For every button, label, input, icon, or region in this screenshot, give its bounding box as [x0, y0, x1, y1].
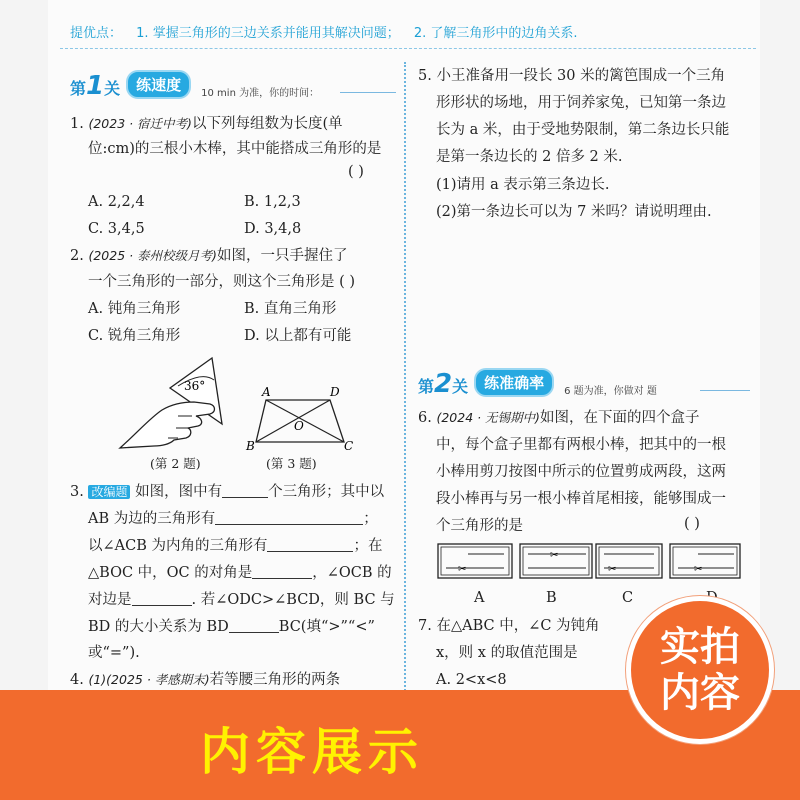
- q3-text-5a: 对边是: [88, 592, 132, 608]
- box-b: [520, 544, 592, 578]
- tips-line: [70, 22, 750, 41]
- q5-line-2: 形形状的场地，用于饲养家兔，已知第一条边: [436, 95, 726, 111]
- q2-option-a: A. 钝角三角形: [88, 301, 181, 317]
- q6-box-label-a: A: [474, 590, 485, 606]
- box-c: [596, 544, 662, 578]
- q6-line-5: 个三角形的是: [436, 518, 523, 534]
- q1-line-2: 位:cm)的三根小木棒，其中能搭成三角形的是: [88, 141, 382, 157]
- section-2-title: 练准确率: [474, 368, 554, 397]
- q6-box-label-b: B: [546, 590, 557, 606]
- q3-blank-3[interactable]: [267, 538, 353, 552]
- q3-number: 3.: [70, 484, 84, 500]
- q3-text-4a: △BOC 中，OC 的对角是: [88, 565, 253, 581]
- q5-text-1: 小王准备用一段长 30 米的篱笆围成一个三角: [436, 68, 726, 84]
- q4-text-1: 若等腰三角形的两条: [209, 672, 341, 688]
- box-a: [438, 544, 512, 578]
- q6-text-1: 如图，在下面的四个盒子: [539, 410, 700, 426]
- q3-blank-4[interactable]: [252, 565, 312, 579]
- section-1-prefix: 第: [70, 79, 87, 98]
- q3-line-4: [88, 563, 392, 583]
- hand-outline: [120, 402, 215, 448]
- section-1-title: 练速度: [126, 70, 191, 99]
- q2-line-1: [70, 246, 347, 266]
- vertex-d-label: D: [330, 386, 340, 399]
- diagonal-bd: [256, 400, 330, 442]
- q6-boxes-figure: [436, 540, 746, 584]
- column-divider: [404, 62, 406, 698]
- box-d: [670, 544, 740, 578]
- q5-number: 5.: [418, 68, 432, 84]
- q3-line-6: [88, 617, 375, 637]
- q3-line-3: [88, 536, 382, 556]
- q7-text-1: 在△ABC 中，∠C 为钝角: [436, 618, 600, 634]
- q6-line-4: 段小棒再与另一根小棒首尾相接，能够围成一: [436, 491, 726, 507]
- badge-line-2: 内容: [660, 670, 740, 716]
- vertex-b-label: B: [246, 439, 255, 453]
- q3-line-1: [70, 482, 384, 502]
- banner-text: 内容展示: [200, 723, 424, 781]
- q3-blank-5[interactable]: [132, 592, 192, 606]
- q3-text-1a: 如图，图中有: [135, 484, 223, 500]
- section-1-suffix: 关: [104, 79, 121, 98]
- q3-blank-2[interactable]: [215, 511, 363, 525]
- q7-option-a: A. 2<x<8: [436, 672, 507, 688]
- vertex-a-label: A: [262, 386, 271, 399]
- q6-answer-paren: ( ): [684, 516, 700, 532]
- q4-number: 4.: [70, 672, 84, 688]
- section-2-number: 2: [434, 369, 453, 399]
- figure-2-hand-triangle: [118, 352, 228, 452]
- q3-text-3a: 以∠ACB 为内角的三角形有: [88, 538, 268, 554]
- figure-2-caption: (第 2 题): [150, 456, 201, 471]
- q1-line-1: [70, 114, 343, 134]
- figure-3-caption: (第 3 题): [266, 456, 317, 471]
- section-1-header: [70, 70, 319, 99]
- q4-source: (1)(2025 · 孝感期末): [88, 672, 210, 687]
- q7-number: 7.: [418, 618, 432, 634]
- section-2-suffix: 关: [452, 377, 469, 396]
- svg-text:✂: ✂: [458, 564, 467, 575]
- q5-line-3: 长为 a 米，由于受地势限制，第二条边长只能: [436, 122, 730, 138]
- section-2-header: [418, 368, 657, 397]
- q6-box-label-c: C: [622, 590, 634, 606]
- q2-line-2: 一个三角形的一部分，则这个三角形是 ( ): [88, 274, 356, 290]
- q6-number: 6.: [418, 410, 432, 426]
- section-1-rule: [340, 92, 396, 93]
- q3-text-2: AB 为边的三角形有: [88, 511, 216, 527]
- q4-line-1: [70, 670, 340, 690]
- svg-text:✂: ✂: [608, 564, 617, 575]
- vertex-c-label: C: [344, 439, 354, 453]
- q5-line-1: [418, 66, 725, 86]
- section-2-level: [418, 369, 469, 399]
- q3-line-7: 或“=”).: [88, 645, 140, 661]
- q1-option-d: D. 3,4,8: [244, 221, 302, 237]
- tips-item-1: 1. 掌握三角形的三边关系并能用其解决问题；: [136, 26, 400, 41]
- q1-answer-paren: ( ): [348, 164, 364, 180]
- q2-option-b: B. 直角三角形: [244, 301, 337, 317]
- q5-sub-1: (1)请用 a 表示第三条边长.: [436, 177, 610, 193]
- figure-3-trapezoid: [244, 386, 356, 454]
- q3-blank-1[interactable]: [222, 484, 268, 498]
- q5-sub-2: (2)第一条边长可以为 7 米吗？请说明理由.: [436, 204, 712, 220]
- q3-tag: 改编题: [88, 485, 130, 499]
- q1-option-a: A. 2,2,4: [88, 194, 145, 210]
- section-2-note: 6 题为准，你做对 题: [564, 386, 657, 397]
- tips-item-2: 2. 了解三角形中的边角关系.: [413, 26, 578, 41]
- q1-text-1: 以下列每组数为长度(单: [191, 116, 343, 132]
- q3-blank-6[interactable]: [229, 619, 279, 633]
- q3-text-6a: BD 的大小关系为 BD: [88, 619, 229, 635]
- q3-text-4b: ，∠OCB 的: [312, 565, 392, 581]
- section-2-rule: [700, 390, 750, 391]
- section-2-prefix: 第: [418, 377, 435, 396]
- svg-text:✂: ✂: [694, 564, 703, 575]
- q1-source: (2023 · 宿迁中考): [88, 116, 192, 131]
- q1-number: 1.: [70, 116, 84, 132]
- q2-option-c: C. 锐角三角形: [88, 328, 181, 344]
- point-o-label: O: [294, 419, 304, 433]
- q3-text-3b: ；在: [353, 538, 383, 554]
- svg-text:✂: ✂: [550, 550, 559, 561]
- badge-line-1: 实拍: [660, 624, 740, 670]
- q6-source: (2024 · 无锡期中): [436, 410, 540, 425]
- q3-text-1b: 个三角形；其中以: [268, 484, 385, 500]
- section-1-number: 1: [86, 71, 105, 101]
- q7-line-2: x，则 x 的取值范围是: [436, 645, 578, 661]
- q6-line-3: 小棒用剪刀按图中所示的位置剪成两段，这两: [436, 464, 726, 480]
- q6-line-1: [418, 408, 699, 428]
- q2-number: 2.: [70, 248, 84, 264]
- tips-label: 提优点：: [70, 26, 123, 41]
- q1-option-b: B. 1,2,3: [244, 194, 301, 210]
- tips-divider: [60, 48, 756, 49]
- q2-option-d: D. 以上都有可能: [244, 328, 352, 344]
- q5-line-4: 是第一条边长的 2 倍多 2 米.: [436, 149, 623, 165]
- q3-line-5: [88, 590, 395, 610]
- angle-label: 36°: [184, 379, 206, 393]
- q2-text-1: 如图，一只手握住了: [216, 248, 348, 264]
- q2-source: (2025 · 泰州校级月考): [88, 248, 217, 263]
- q3-text-5b: . 若∠ODC>∠BCD，则 BC 与: [191, 592, 395, 608]
- section-1-level: [70, 71, 121, 101]
- q1-option-c: C. 3,4,5: [88, 221, 145, 237]
- section-1-note: 10 min 为准，你的时间：: [201, 88, 320, 99]
- q3-text-6b: BC(填“>”“<”: [278, 619, 375, 635]
- q3-line-2: AB 为边的三角形有 ；: [88, 511, 378, 527]
- q6-line-2: 中，每个盒子里都有两根小棒，把其中的一根: [436, 437, 726, 453]
- q7-line-1: [418, 616, 600, 636]
- photo-badge: [626, 596, 774, 744]
